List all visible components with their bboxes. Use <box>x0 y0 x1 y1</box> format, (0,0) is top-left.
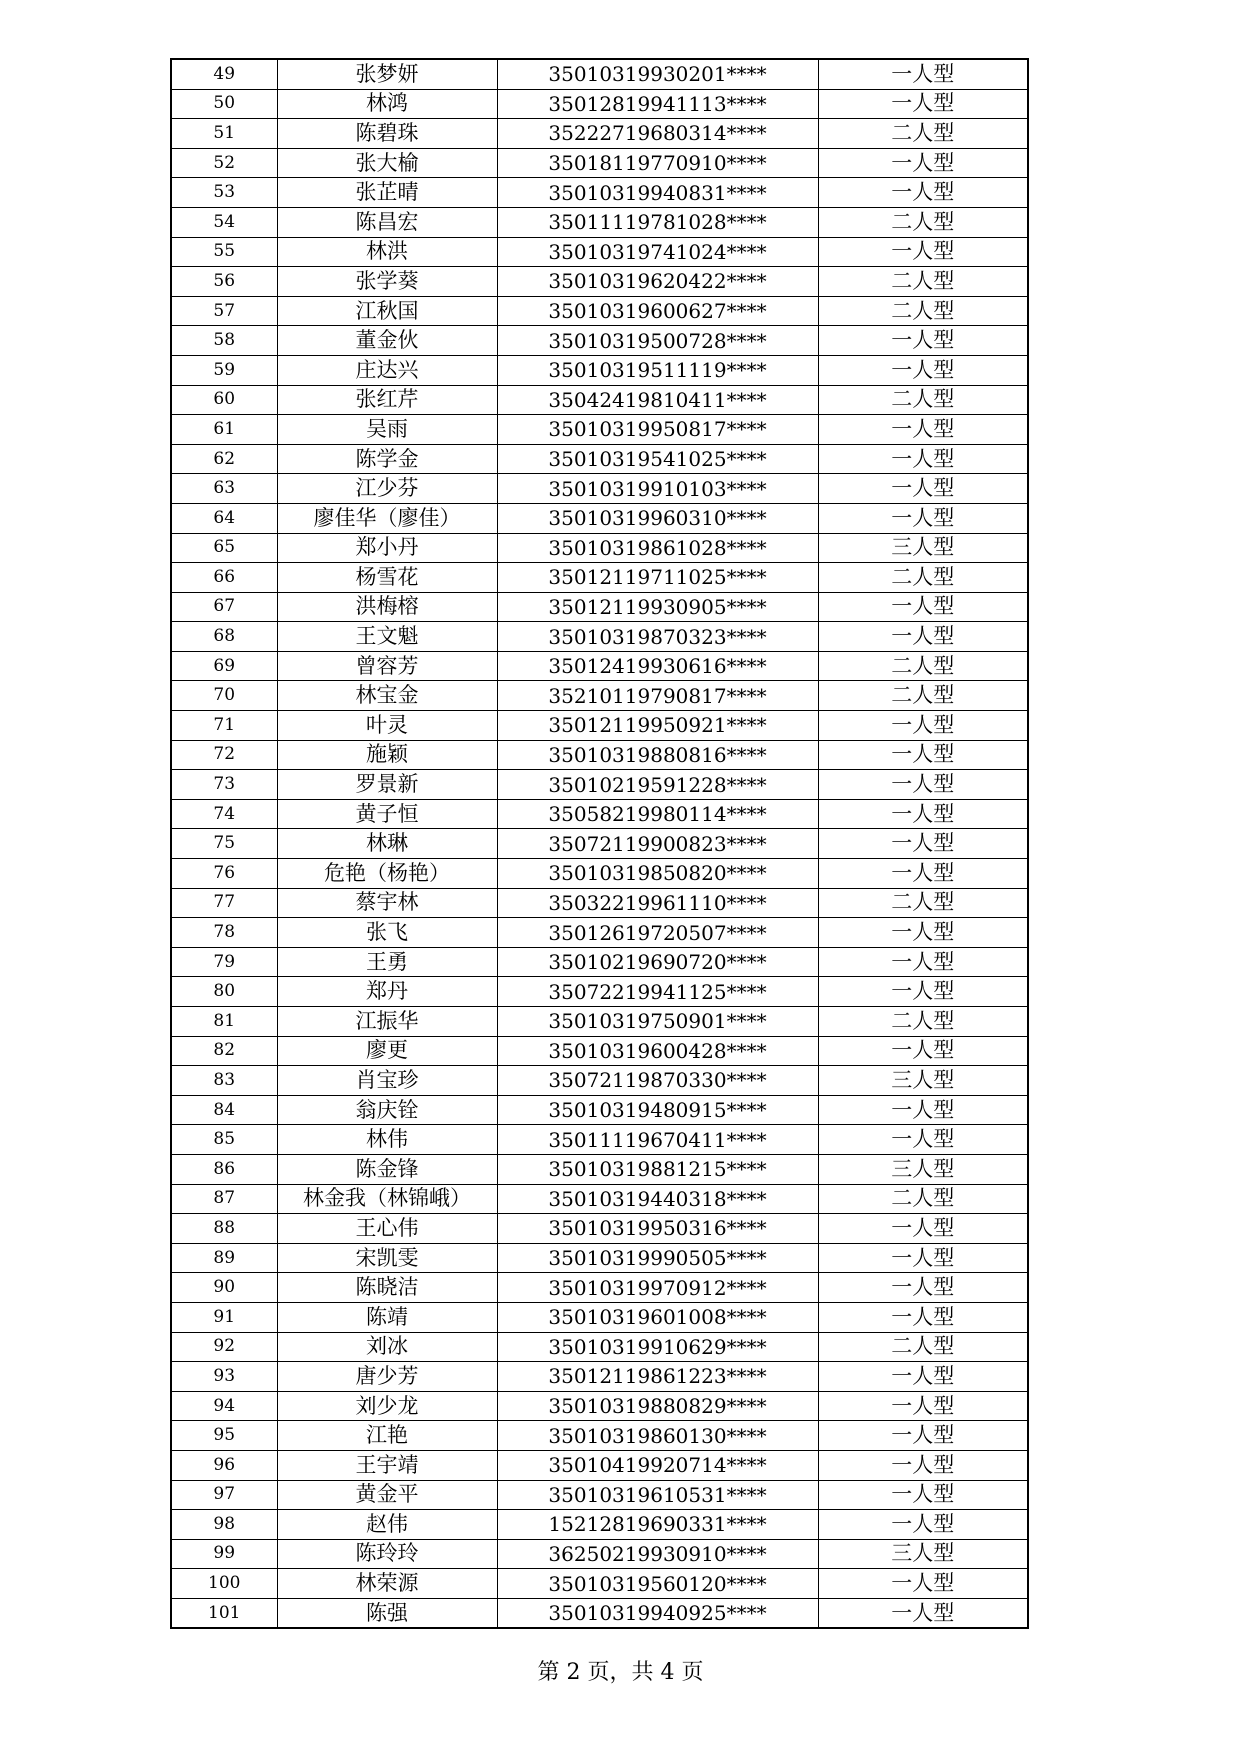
cell-household-type: 一人型 <box>818 1391 1028 1421</box>
cell-name: 王勇 <box>277 947 497 977</box>
cell-name: 陈碧珠 <box>277 119 497 149</box>
cell-number: 99 <box>171 1539 277 1569</box>
cell-number: 94 <box>171 1391 277 1421</box>
cell-name: 蔡宇林 <box>277 888 497 918</box>
cell-number: 57 <box>171 296 277 326</box>
cell-name: 郑丹 <box>277 977 497 1007</box>
cell-id-number: 35018119770910**** <box>497 148 818 178</box>
cell-number: 55 <box>171 237 277 267</box>
table-row <box>171 622 1028 652</box>
cell-household-type: 三人型 <box>818 533 1028 563</box>
cell-name: 赵伟 <box>277 1510 497 1540</box>
cell-name: 危艳（杨艳） <box>277 859 497 889</box>
cell-number: 60 <box>171 385 277 415</box>
cell-number: 84 <box>171 1095 277 1125</box>
cell-household-type: 一人型 <box>818 415 1028 445</box>
cell-household-type: 一人型 <box>818 1421 1028 1451</box>
cell-name: 洪梅榕 <box>277 592 497 622</box>
table-row <box>171 947 1028 977</box>
table-row <box>171 1036 1028 1066</box>
cell-name: 王宇靖 <box>277 1450 497 1480</box>
cell-name: 王心伟 <box>277 1214 497 1244</box>
cell-id-number: 35058219980114**** <box>497 799 818 829</box>
table-row <box>171 207 1028 237</box>
table-row <box>171 355 1028 385</box>
table-row <box>171 859 1028 889</box>
cell-name: 林宝金 <box>277 681 497 711</box>
table-row <box>171 1154 1028 1184</box>
cell-number: 63 <box>171 474 277 504</box>
table-row <box>171 385 1028 415</box>
table-row <box>171 1184 1028 1214</box>
cell-number: 97 <box>171 1480 277 1510</box>
cell-name: 刘少龙 <box>277 1391 497 1421</box>
cell-household-type: 一人型 <box>818 1362 1028 1392</box>
table-row <box>171 1598 1028 1628</box>
cell-household-type: 一人型 <box>818 740 1028 770</box>
cell-household-type: 二人型 <box>818 681 1028 711</box>
table-row <box>171 237 1028 267</box>
cell-household-type: 二人型 <box>818 267 1028 297</box>
cell-name: 吴雨 <box>277 415 497 445</box>
roster-table <box>170 58 1029 1629</box>
cell-name: 宋凯雯 <box>277 1243 497 1273</box>
table-row <box>171 1421 1028 1451</box>
cell-number: 49 <box>171 59 277 89</box>
cell-household-type: 一人型 <box>818 947 1028 977</box>
table-row <box>171 59 1028 89</box>
table-row <box>171 1243 1028 1273</box>
cell-number: 98 <box>171 1510 277 1540</box>
cell-id-number: 35010319910103**** <box>497 474 818 504</box>
cell-name: 张芷晴 <box>277 178 497 208</box>
table-row <box>171 711 1028 741</box>
table-row <box>171 148 1028 178</box>
cell-id-number: 35010319741024**** <box>497 237 818 267</box>
table-row <box>171 1539 1028 1569</box>
cell-household-type: 一人型 <box>818 1095 1028 1125</box>
cell-name: 曾容芳 <box>277 651 497 681</box>
cell-name: 林洪 <box>277 237 497 267</box>
table-row <box>171 1007 1028 1037</box>
cell-household-type: 二人型 <box>818 1007 1028 1037</box>
cell-id-number: 35010319940831**** <box>497 178 818 208</box>
table-row <box>171 1480 1028 1510</box>
cell-name: 张梦妍 <box>277 59 497 89</box>
cell-household-type: 一人型 <box>818 1510 1028 1540</box>
cell-id-number: 35010319880816**** <box>497 740 818 770</box>
cell-household-type: 二人型 <box>818 1332 1028 1362</box>
cell-id-number: 35010319990505**** <box>497 1243 818 1273</box>
cell-name: 黄金平 <box>277 1480 497 1510</box>
table-row <box>171 829 1028 859</box>
cell-name: 江振华 <box>277 1007 497 1037</box>
cell-number: 91 <box>171 1302 277 1332</box>
cell-name: 林琳 <box>277 829 497 859</box>
cell-name: 唐少芳 <box>277 1362 497 1392</box>
cell-household-type: 一人型 <box>818 89 1028 119</box>
cell-id-number: 35012119711025**** <box>497 563 818 593</box>
cell-name: 林鸿 <box>277 89 497 119</box>
cell-id-number: 35010219591228**** <box>497 770 818 800</box>
cell-household-type: 三人型 <box>818 1154 1028 1184</box>
cell-number: 65 <box>171 533 277 563</box>
cell-name: 刘冰 <box>277 1332 497 1362</box>
cell-household-type: 一人型 <box>818 1598 1028 1628</box>
table-row <box>171 1095 1028 1125</box>
cell-id-number: 35010319850820**** <box>497 859 818 889</box>
cell-name: 林金我（林锦峨） <box>277 1184 497 1214</box>
cell-household-type: 一人型 <box>818 918 1028 948</box>
cell-id-number: 36250219930910**** <box>497 1539 818 1569</box>
table-row <box>171 89 1028 119</box>
cell-number: 90 <box>171 1273 277 1303</box>
cell-number: 56 <box>171 267 277 297</box>
cell-household-type: 二人型 <box>818 888 1028 918</box>
cell-id-number: 35011119781028**** <box>497 207 818 237</box>
cell-name: 陈玲玲 <box>277 1539 497 1569</box>
cell-id-number: 35210119790817**** <box>497 681 818 711</box>
cell-number: 74 <box>171 799 277 829</box>
table-row <box>171 1066 1028 1096</box>
cell-household-type: 一人型 <box>818 444 1028 474</box>
table-row <box>171 1450 1028 1480</box>
cell-id-number: 35012419930616**** <box>497 651 818 681</box>
cell-id-number: 35012119861223**** <box>497 1362 818 1392</box>
cell-number: 79 <box>171 947 277 977</box>
cell-number: 89 <box>171 1243 277 1273</box>
cell-household-type: 一人型 <box>818 1450 1028 1480</box>
cell-name: 江艳 <box>277 1421 497 1451</box>
cell-household-type: 三人型 <box>818 1066 1028 1096</box>
cell-household-type: 二人型 <box>818 563 1028 593</box>
cell-id-number: 35010319480915**** <box>497 1095 818 1125</box>
cell-number: 52 <box>171 148 277 178</box>
table-row <box>171 888 1028 918</box>
table-row <box>171 1391 1028 1421</box>
cell-number: 96 <box>171 1450 277 1480</box>
cell-number: 73 <box>171 770 277 800</box>
cell-name: 江少芬 <box>277 474 497 504</box>
cell-household-type: 一人型 <box>818 474 1028 504</box>
cell-household-type: 一人型 <box>818 326 1028 356</box>
table-row <box>171 1214 1028 1244</box>
cell-household-type: 一人型 <box>818 148 1028 178</box>
table-row <box>171 1332 1028 1362</box>
cell-name: 陈金锋 <box>277 1154 497 1184</box>
cell-id-number: 35010219690720**** <box>497 947 818 977</box>
table-row <box>171 119 1028 149</box>
cell-household-type: 一人型 <box>818 1273 1028 1303</box>
cell-name: 张飞 <box>277 918 497 948</box>
cell-household-type: 二人型 <box>818 119 1028 149</box>
cell-id-number: 35010319970912**** <box>497 1273 818 1303</box>
cell-name: 翁庆铨 <box>277 1095 497 1125</box>
cell-id-number: 35010319511119**** <box>497 355 818 385</box>
cell-id-number: 35072219941125**** <box>497 977 818 1007</box>
cell-household-type: 一人型 <box>818 770 1028 800</box>
cell-id-number: 35010319870323**** <box>497 622 818 652</box>
cell-id-number: 35010319861028**** <box>497 533 818 563</box>
cell-number: 69 <box>171 651 277 681</box>
table-row <box>171 799 1028 829</box>
cell-name: 林荣源 <box>277 1569 497 1599</box>
cell-number: 82 <box>171 1036 277 1066</box>
table-row <box>171 474 1028 504</box>
cell-number: 85 <box>171 1125 277 1155</box>
cell-id-number: 35010319930201**** <box>497 59 818 89</box>
cell-household-type: 二人型 <box>818 651 1028 681</box>
cell-name: 郑小丹 <box>277 533 497 563</box>
cell-household-type: 一人型 <box>818 59 1028 89</box>
cell-id-number: 35072119900823**** <box>497 829 818 859</box>
cell-id-number: 35012119950921**** <box>497 711 818 741</box>
cell-number: 66 <box>171 563 277 593</box>
cell-name: 陈昌宏 <box>277 207 497 237</box>
table-row <box>171 533 1028 563</box>
cell-id-number: 35011119670411**** <box>497 1125 818 1155</box>
cell-number: 64 <box>171 503 277 533</box>
cell-id-number: 35010319601008**** <box>497 1302 818 1332</box>
table-row <box>171 326 1028 356</box>
cell-number: 93 <box>171 1362 277 1392</box>
cell-household-type: 一人型 <box>818 1125 1028 1155</box>
table-row <box>171 267 1028 297</box>
cell-id-number: 35010319541025**** <box>497 444 818 474</box>
cell-id-number: 35010319610531**** <box>497 1480 818 1510</box>
cell-household-type: 一人型 <box>818 1036 1028 1066</box>
cell-number: 71 <box>171 711 277 741</box>
table-row <box>171 681 1028 711</box>
cell-number: 88 <box>171 1214 277 1244</box>
cell-household-type: 二人型 <box>818 207 1028 237</box>
cell-name: 陈学金 <box>277 444 497 474</box>
cell-number: 81 <box>171 1007 277 1037</box>
cell-name: 林伟 <box>277 1125 497 1155</box>
cell-id-number: 35010319910629**** <box>497 1332 818 1362</box>
cell-number: 86 <box>171 1154 277 1184</box>
table-row <box>171 651 1028 681</box>
cell-name: 黄子恒 <box>277 799 497 829</box>
cell-household-type: 一人型 <box>818 1569 1028 1599</box>
cell-name: 王文魁 <box>277 622 497 652</box>
cell-number: 67 <box>171 592 277 622</box>
cell-number: 75 <box>171 829 277 859</box>
cell-number: 80 <box>171 977 277 1007</box>
cell-id-number: 35012619720507**** <box>497 918 818 948</box>
cell-number: 54 <box>171 207 277 237</box>
cell-id-number: 35042419810411**** <box>497 385 818 415</box>
cell-id-number: 35010419920714**** <box>497 1450 818 1480</box>
cell-household-type: 一人型 <box>818 178 1028 208</box>
cell-household-type: 三人型 <box>818 1539 1028 1569</box>
table-row <box>171 1510 1028 1540</box>
cell-household-type: 一人型 <box>818 355 1028 385</box>
cell-id-number: 35010319880829**** <box>497 1391 818 1421</box>
cell-household-type: 一人型 <box>818 1302 1028 1332</box>
table-row <box>171 178 1028 208</box>
table-row <box>171 592 1028 622</box>
cell-id-number: 35010319950316**** <box>497 1214 818 1244</box>
cell-household-type: 一人型 <box>818 592 1028 622</box>
cell-number: 70 <box>171 681 277 711</box>
cell-household-type: 二人型 <box>818 385 1028 415</box>
cell-id-number: 35010319960310**** <box>497 503 818 533</box>
cell-id-number: 35010319500728**** <box>497 326 818 356</box>
table-row <box>171 977 1028 1007</box>
cell-name: 杨雪花 <box>277 563 497 593</box>
table-row <box>171 444 1028 474</box>
cell-name: 施颖 <box>277 740 497 770</box>
cell-number: 51 <box>171 119 277 149</box>
cell-name: 肖宝珍 <box>277 1066 497 1096</box>
cell-number: 62 <box>171 444 277 474</box>
cell-id-number: 35010319950817**** <box>497 415 818 445</box>
table-row <box>171 740 1028 770</box>
cell-name: 张红芹 <box>277 385 497 415</box>
table-row <box>171 918 1028 948</box>
cell-number: 95 <box>171 1421 277 1451</box>
cell-household-type: 一人型 <box>818 977 1028 1007</box>
cell-number: 53 <box>171 178 277 208</box>
cell-id-number: 35010319750901**** <box>497 1007 818 1037</box>
cell-number: 61 <box>171 415 277 445</box>
cell-household-type: 二人型 <box>818 1184 1028 1214</box>
cell-id-number: 35010319440318**** <box>497 1184 818 1214</box>
cell-name: 廖佳华（廖佳） <box>277 503 497 533</box>
table-row <box>171 415 1028 445</box>
table-row <box>171 1362 1028 1392</box>
cell-id-number: 35012119930905**** <box>497 592 818 622</box>
roster-body <box>171 59 1028 1628</box>
cell-id-number: 35010319600428**** <box>497 1036 818 1066</box>
cell-household-type: 二人型 <box>818 296 1028 326</box>
cell-number: 72 <box>171 740 277 770</box>
cell-id-number: 35010319860130**** <box>497 1421 818 1451</box>
cell-id-number: 35010319600627**** <box>497 296 818 326</box>
cell-name: 陈晓洁 <box>277 1273 497 1303</box>
table-row <box>171 1569 1028 1599</box>
cell-number: 83 <box>171 1066 277 1096</box>
cell-name: 江秋国 <box>277 296 497 326</box>
cell-household-type: 一人型 <box>818 859 1028 889</box>
cell-number: 87 <box>171 1184 277 1214</box>
cell-id-number: 35010319881215**** <box>497 1154 818 1184</box>
cell-id-number: 35010319560120**** <box>497 1569 818 1599</box>
table-row <box>171 1125 1028 1155</box>
cell-number: 68 <box>171 622 277 652</box>
cell-number: 76 <box>171 859 277 889</box>
cell-id-number: 35072119870330**** <box>497 1066 818 1096</box>
table-row <box>171 770 1028 800</box>
cell-number: 101 <box>171 1598 277 1628</box>
cell-number: 100 <box>171 1569 277 1599</box>
cell-household-type: 一人型 <box>818 711 1028 741</box>
cell-household-type: 一人型 <box>818 237 1028 267</box>
table-row <box>171 1273 1028 1303</box>
cell-name: 董金伙 <box>277 326 497 356</box>
cell-number: 58 <box>171 326 277 356</box>
cell-name: 罗景新 <box>277 770 497 800</box>
cell-id-number: 35222719680314**** <box>497 119 818 149</box>
cell-id-number: 15212819690331**** <box>497 1510 818 1540</box>
cell-id-number: 35010319940925**** <box>497 1598 818 1628</box>
table-row <box>171 503 1028 533</box>
table-row <box>171 1302 1028 1332</box>
cell-name: 张大榆 <box>277 148 497 178</box>
cell-number: 59 <box>171 355 277 385</box>
table-row <box>171 563 1028 593</box>
cell-number: 78 <box>171 918 277 948</box>
cell-household-type: 一人型 <box>818 622 1028 652</box>
cell-name: 陈靖 <box>277 1302 497 1332</box>
cell-name: 庄达兴 <box>277 355 497 385</box>
cell-number: 50 <box>171 89 277 119</box>
cell-household-type: 一人型 <box>818 799 1028 829</box>
cell-number: 92 <box>171 1332 277 1362</box>
cell-household-type: 一人型 <box>818 1214 1028 1244</box>
cell-name: 叶灵 <box>277 711 497 741</box>
page-footer: 第 2 页，共 4 页 <box>537 1660 704 1685</box>
cell-household-type: 一人型 <box>818 503 1028 533</box>
cell-name: 张学葵 <box>277 267 497 297</box>
cell-household-type: 一人型 <box>818 1243 1028 1273</box>
cell-number: 77 <box>171 888 277 918</box>
cell-id-number: 35032219961110**** <box>497 888 818 918</box>
cell-household-type: 一人型 <box>818 1480 1028 1510</box>
cell-name: 廖更 <box>277 1036 497 1066</box>
table-row <box>171 296 1028 326</box>
cell-name: 陈强 <box>277 1598 497 1628</box>
cell-id-number: 35012819941113**** <box>497 89 818 119</box>
cell-id-number: 35010319620422**** <box>497 267 818 297</box>
cell-household-type: 一人型 <box>818 829 1028 859</box>
